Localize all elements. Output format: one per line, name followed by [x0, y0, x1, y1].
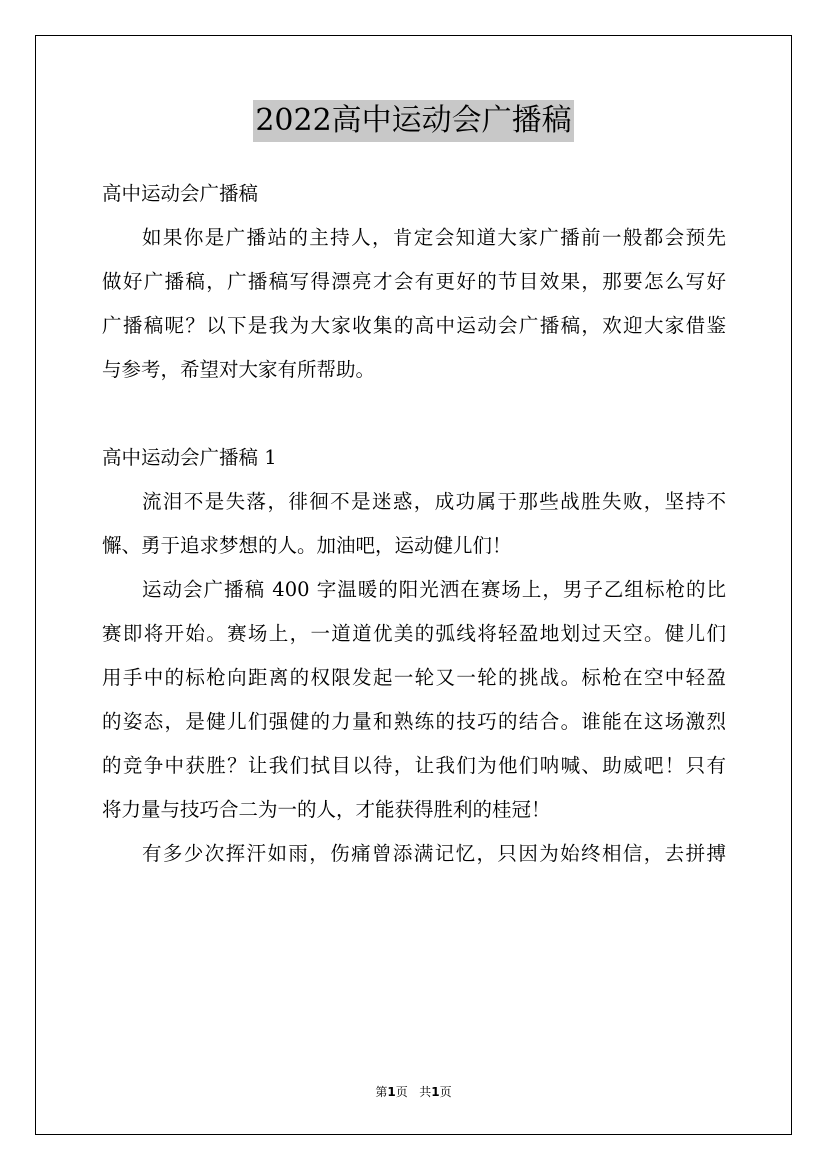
blank-line — [102, 392, 726, 436]
paragraph-line: 有多少次挥汗如雨，伤痛曾添满记忆，只因为始终相信，去拼搏 — [142, 842, 726, 865]
paragraph-line: 的竞争中获胜？让我们拭目以待，让我们为他们呐喊、助威吧！只有 — [102, 754, 726, 777]
section-heading: 高中运动会广播稿 1 — [102, 446, 277, 469]
document-subtitle: 高中运动会广播稿 — [102, 182, 259, 205]
page-label-prefix: 第 — [375, 1085, 388, 1099]
paragraph-line: 用手中的标枪向距离的权限发起一轮又一轮的挑战。标枪在空中轻盈 — [102, 666, 726, 689]
paragraph-line: 的姿态，是健儿们强健的力量和熟练的技巧的结合。谁能在这场激烈 — [102, 710, 726, 733]
total-pages: 1 — [431, 1085, 440, 1099]
intro-line: 与参考，希望对大家有所帮助。 — [102, 358, 376, 381]
document-body — [102, 172, 726, 876]
page-footer — [0, 1083, 827, 1100]
paragraph-line: 懈、勇于追求梦想的人。加油吧，运动健儿们！ — [102, 534, 512, 557]
document-title: 2022高中运动会广播稿 — [253, 100, 573, 142]
page-label-suffix: 页 — [395, 1085, 408, 1099]
paragraph-line: 流泪不是失落，徘徊不是迷惑，成功属于那些战胜失败，坚持不 — [142, 490, 726, 513]
total-label-suffix: 页 — [439, 1085, 452, 1099]
paragraph-line: 将力量与技巧合二为一的人，才能获得胜利的桂冠！ — [102, 798, 551, 821]
intro-line: 广播稿呢？以下是我为大家收集的高中运动会广播稿，欢迎大家借鉴 — [102, 314, 726, 337]
title-container — [0, 100, 827, 142]
intro-line: 如果你是广播站的主持人，肯定会知道大家广播前一般都会预先 — [142, 226, 726, 249]
total-label-prefix: 共 — [419, 1085, 432, 1099]
paragraph-line: 赛即将开始。赛场上，一道道优美的弧线将轻盈地划过天空。健儿们 — [102, 622, 726, 645]
paragraph-line: 运动会广播稿 400 字温暖的阳光洒在赛场上，男子乙组标枪的比 — [142, 578, 726, 601]
page-number: 1 — [387, 1085, 396, 1099]
intro-line: 做好广播稿，广播稿写得漂亮才会有更好的节目效果，那要怎么写好 — [102, 270, 726, 293]
